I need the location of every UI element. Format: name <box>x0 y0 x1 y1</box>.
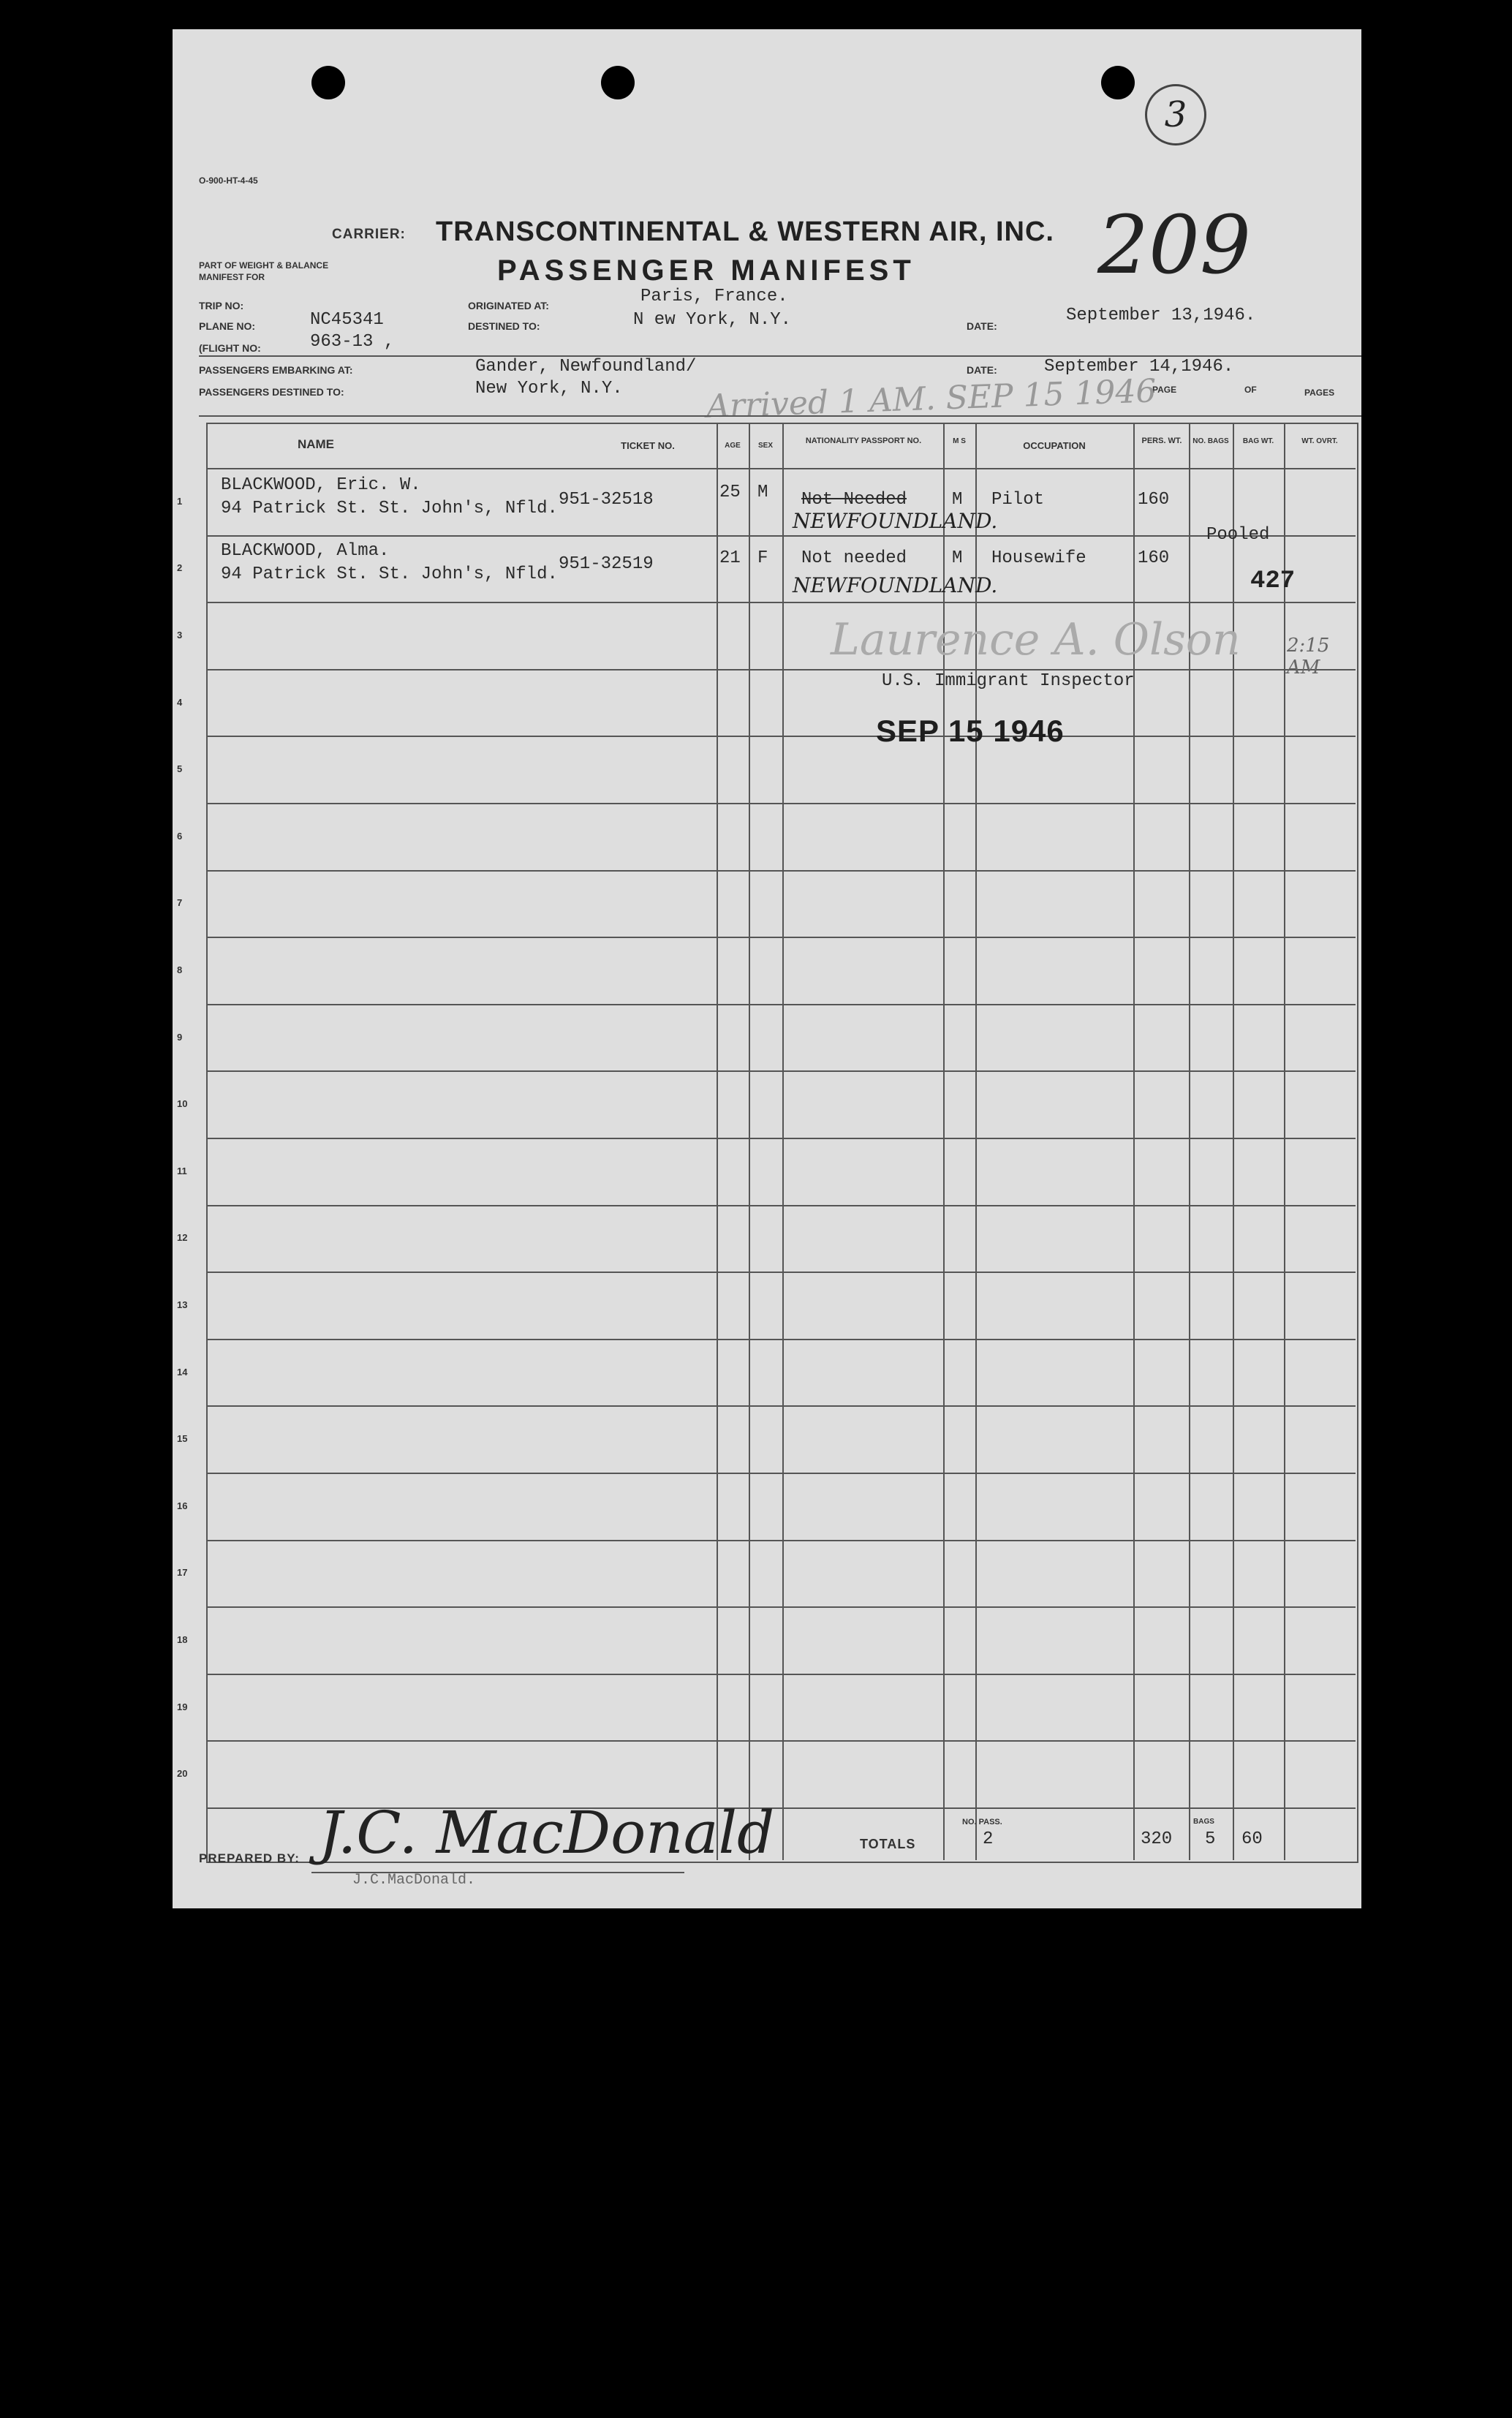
row-divider <box>206 1004 1356 1005</box>
inspection-date-stamp: SEP 15 1946 <box>876 714 1065 748</box>
ticket-number: 951-32519 <box>559 554 654 574</box>
row-number: 1 <box>177 495 183 507</box>
pooled-bag-weight: 427 <box>1250 567 1296 595</box>
personal-weight: 160 <box>1138 548 1170 568</box>
row-divider <box>206 1473 1356 1474</box>
row-number: 14 <box>177 1366 188 1378</box>
totals-label: TOTALS <box>860 1837 916 1851</box>
row-number: 12 <box>177 1232 188 1244</box>
embarking-label: PASSENGERS EMBARKING AT: <box>199 364 353 376</box>
divider <box>199 415 1361 417</box>
row-divider <box>206 870 1356 872</box>
passenger-age: 25 <box>719 483 741 502</box>
row-divider <box>206 803 1356 804</box>
row-number: 8 <box>177 964 183 975</box>
date2-label: DATE: <box>967 364 997 376</box>
row-divider <box>206 1405 1356 1407</box>
inspector-signature: Laurence A. Olson <box>831 614 1241 665</box>
part-of-label: PART OF WEIGHT & BALANCE <box>199 260 329 271</box>
flight-label: (FLIGHT NO: <box>199 342 261 354</box>
embarking-value: Gander, Newfoundland/ <box>475 357 697 377</box>
row-number: 13 <box>177 1299 188 1310</box>
inspector-time: 2:15 AM <box>1287 635 1330 679</box>
row-number: 7 <box>177 897 183 909</box>
row-number: 19 <box>177 1701 188 1712</box>
passport-value: Not Needed <box>801 490 907 510</box>
arrived-note: Arrived 1 AM. SEP 15 1946 <box>706 372 1157 426</box>
col-header-sex: SEX <box>757 442 773 450</box>
row-divider <box>206 1339 1356 1340</box>
ticket-number: 951-32518 <box>559 490 654 510</box>
passenger-age: 21 <box>719 548 741 568</box>
trip-label: TRIP NO: <box>199 300 244 311</box>
col-header-pers-wt: PERS. WT. <box>1141 437 1182 445</box>
row-divider <box>206 1606 1356 1608</box>
pers-wt-total: 320 <box>1141 1829 1173 1849</box>
nationality-value: NEWFOUNDLAND. <box>793 573 998 597</box>
passenger-address: 94 Patrick St. St. John's, Nfld. <box>221 499 558 518</box>
page-title: PASSENGER MANIFEST <box>497 254 915 287</box>
col-header-age: AGE <box>725 442 741 450</box>
pooled-label: Pooled <box>1206 525 1270 545</box>
passport-value: Not needed <box>801 548 907 568</box>
row-number: 11 <box>177 1165 187 1176</box>
col-header-ticket: TICKET NO. <box>621 440 675 451</box>
destined-value: N ew York, N.Y. <box>633 310 792 330</box>
no-pass-value: 2 <box>983 1829 994 1849</box>
date-label: DATE: <box>967 320 997 332</box>
row-number: 15 <box>177 1433 188 1445</box>
row-number: 5 <box>177 763 183 775</box>
passenger-sex: M <box>757 483 768 502</box>
bags-value: 5 <box>1205 1829 1216 1849</box>
col-header-wt-ovrt: WT. OVRT. <box>1301 437 1338 445</box>
row-divider <box>206 1138 1356 1139</box>
carrier-label: CARRIER: <box>332 227 406 242</box>
col-header-bag-wt: BAG WT. <box>1242 437 1274 445</box>
col-header-ms: M S <box>953 437 966 445</box>
originated-value: Paris, France. <box>640 287 788 306</box>
prepared-by-signature: J.C. MacDonald <box>319 1799 775 1867</box>
row-number: 9 <box>177 1031 183 1043</box>
passengers-destined-value: New York, N.Y. <box>475 379 623 398</box>
col-header-name: NAME <box>297 437 335 451</box>
row-divider <box>206 937 1356 938</box>
nationality-value: NEWFOUNDLAND. <box>793 509 998 533</box>
punch-hole <box>1101 66 1135 99</box>
marital-status: M <box>952 548 963 568</box>
row-divider <box>206 1540 1356 1541</box>
row-number: 10 <box>177 1098 188 1110</box>
row-divider <box>206 1740 1356 1742</box>
bags-label: BAGS <box>1193 1818 1214 1826</box>
no-pass-label: NO. PASS. <box>962 1818 1002 1826</box>
manifest-sheet <box>173 29 1361 1908</box>
row-number: 17 <box>177 1567 188 1579</box>
punch-hole <box>601 66 635 99</box>
row-number: 6 <box>177 830 183 842</box>
row-number: 16 <box>177 1500 188 1511</box>
passenger-name: BLACKWOOD, Alma. <box>221 541 390 561</box>
page-label: PAGE <box>1152 385 1177 395</box>
row-divider <box>206 535 1356 537</box>
row-divider <box>206 1272 1356 1273</box>
col-header-occupation: OCCUPATION <box>1023 440 1086 451</box>
row-number: 4 <box>177 696 183 708</box>
row-divider <box>206 1205 1356 1206</box>
bag-wt-total: 60 <box>1241 1829 1263 1849</box>
originated-label: ORIGINATED AT: <box>468 300 549 311</box>
of-label: OF <box>1244 385 1257 395</box>
punch-hole <box>311 66 345 99</box>
row-divider <box>206 1070 1356 1072</box>
inspector-title: U.S. Immigrant Inspector <box>882 671 1135 691</box>
date2-value: September 14,1946. <box>1044 357 1234 377</box>
row-number: 2 <box>177 562 183 574</box>
row-divider <box>206 669 1356 670</box>
col-header-no-bags: NO. BAGS <box>1192 437 1229 445</box>
handwritten-manifest-number: 209 <box>1097 198 1251 292</box>
pages-label: PAGES <box>1304 388 1335 398</box>
form-code: O-900-HT-4-45 <box>199 175 258 186</box>
marital-status: M <box>952 490 963 510</box>
destined-label: DESTINED TO: <box>468 320 540 332</box>
row-divider <box>206 1674 1356 1675</box>
passengers-destined-label: PASSENGERS DESTINED TO: <box>199 386 344 398</box>
row-number: 18 <box>177 1634 188 1645</box>
row-divider <box>206 736 1356 737</box>
passenger-name: BLACKWOOD, Eric. W. <box>221 475 421 495</box>
row-number: 3 <box>177 630 183 641</box>
occupation: Pilot <box>991 490 1045 510</box>
occupation: Housewife <box>991 548 1086 568</box>
passenger-sex: F <box>757 548 768 568</box>
circled-page-number: 3 <box>1145 84 1206 146</box>
plane-number: NC45341 <box>310 310 384 330</box>
col-header-nationality: NATIONALITY PASSPORT NO. <box>805 437 922 445</box>
prepared-by-label: PREPARED BY: <box>199 1851 300 1865</box>
date-value: September 13,1946. <box>1066 306 1256 325</box>
flight-number: 963-13 , <box>310 332 395 352</box>
carrier-name: TRANSCONTINENTAL & WESTERN AIR, INC. <box>436 216 1054 247</box>
manifest-for-label: MANIFEST FOR <box>199 272 265 282</box>
personal-weight: 160 <box>1138 490 1170 510</box>
row-divider <box>206 602 1356 603</box>
prepared-by-typed: J.C.MacDonald. <box>352 1872 476 1889</box>
row-number: 20 <box>177 1768 188 1780</box>
plane-label: PLANE NO: <box>199 320 255 332</box>
passenger-address: 94 Patrick St. St. John's, Nfld. <box>221 564 558 584</box>
